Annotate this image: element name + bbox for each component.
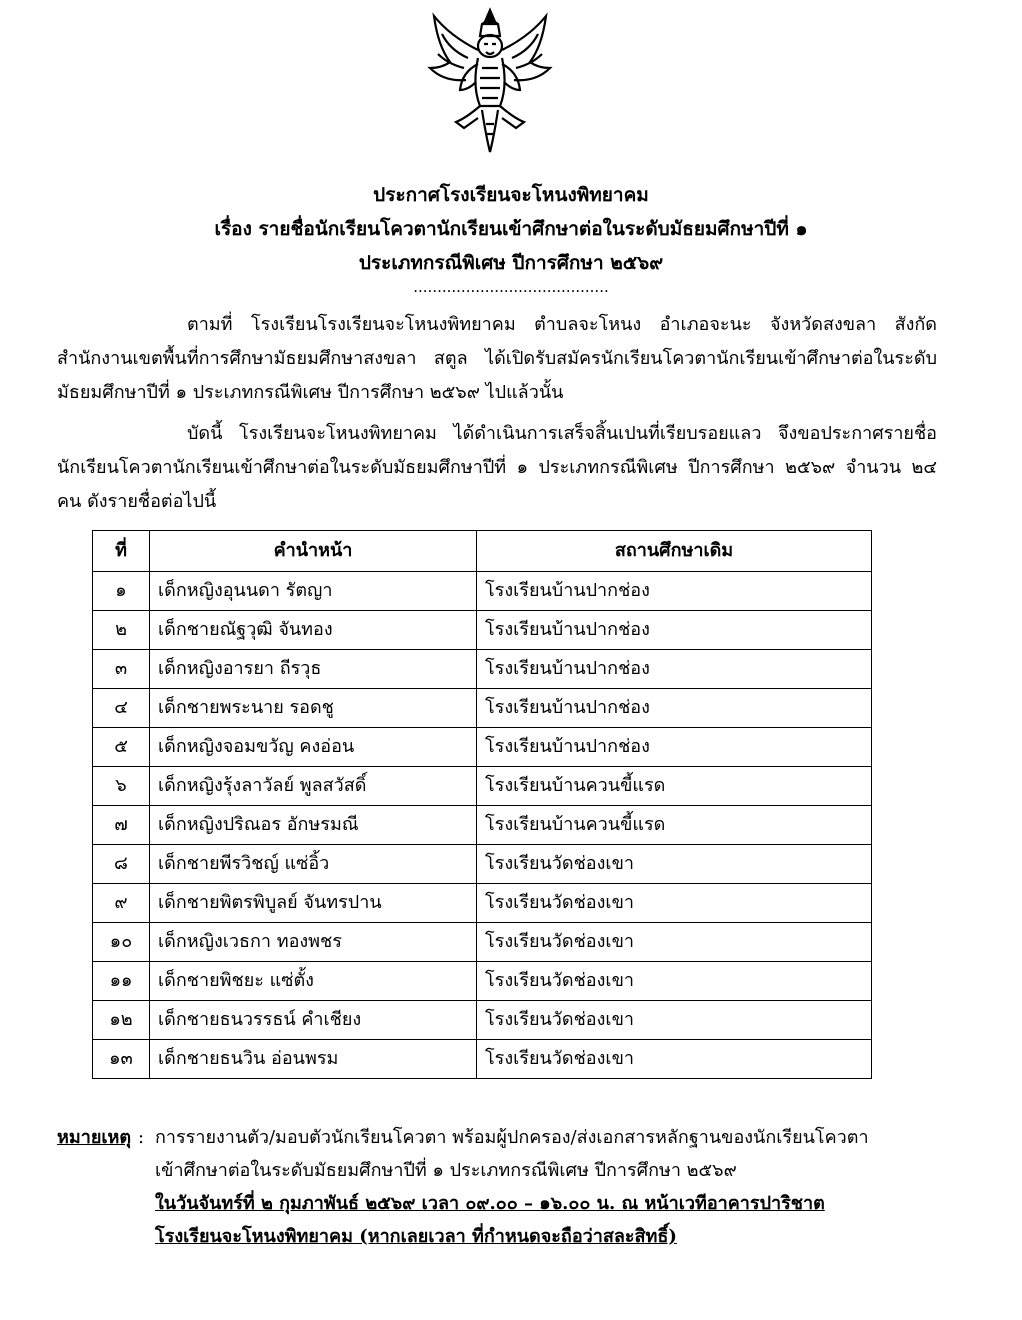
row-school: โรงเรียนบ้านปากช่อง [477,572,872,611]
title-separator: ......................................... [413,278,609,296]
table-row [93,923,872,962]
row-no: ๕ [93,728,150,767]
row-no: ๑ [93,572,150,611]
note-location: โรงเรียนจะโหนงพิทยาคม (หากเลยเวลา ที่กำหนดจะถือว่าสละสิทธิ์) [155,1226,677,1247]
row-name: เด็กหญิงปริณอร อักษรมณี [150,806,477,845]
table-header-row [93,531,872,572]
table-row [93,728,872,767]
row-school: โรงเรียนบ้านปากช่อง [477,689,872,728]
row-no: ๑๐ [93,923,150,962]
table-row [93,962,872,1001]
row-name: เด็กชายณัฐวุฒิ จันทอง [150,611,477,650]
table-row [93,767,872,806]
note-date-time: ในวันจันทร์ที่ ๒ กุมภาพันธ์ ๒๕๖๙ เวลา ๐๙.๐๐ – ๑๖.๐๐ น. ณ หน้าเวทีอาคารปาริชาต [155,1193,825,1214]
header-no: ที่ [93,531,150,572]
header-school: สถานศึกษาเดิม [477,531,872,572]
table-row [93,611,872,650]
garuda-emblem [420,6,560,156]
row-no: ๑๑ [93,962,150,1001]
row-no: ๖ [93,767,150,806]
row-school: โรงเรียนวัดช่องเขา [477,962,872,1001]
row-school: โรงเรียนวัดช่องเขา [477,1001,872,1040]
row-school: โรงเรียนวัดช่องเขา [477,923,872,962]
header-name: คำนำหน้า [150,531,477,572]
row-no: ๔ [93,689,150,728]
row-no: ๑๓ [93,1040,150,1079]
row-school: โรงเรียนบ้านปากช่อง [477,650,872,689]
row-no: ๑๒ [93,1001,150,1040]
table-row [93,845,872,884]
note-label: หมายเหตุ [57,1127,132,1148]
row-name: เด็กหญิงอารยา ถีรวุธ [150,650,477,689]
row-school: โรงเรียนวัดช่องเขา [477,884,872,923]
announcement-category: ประเภทกรณีพิเศษ ปีการศึกษา ๒๕๖๙ [358,252,664,274]
table-row [93,572,872,611]
row-school: โรงเรียนบ้านควนขี้แรด [477,806,872,845]
table-row [93,806,872,845]
row-no: ๓ [93,650,150,689]
row-no: ๗ [93,806,150,845]
row-name: เด็กชายพิตรพิบูลย์ จันทรปาน [150,884,477,923]
table-row [93,650,872,689]
announcement-title: ประกาศโรงเรียนจะโหนงพิทยาคม [373,184,649,206]
table-row [93,1040,872,1079]
announcement-subject: เรื่อง รายชื่อนักเรียนโควตานักเรียนเข้าศึกษาต่อในระดับมัธยมศึกษาปีที่ ๑ [214,218,808,240]
row-school: โรงเรียนวัดช่องเขา [477,845,872,884]
row-no: ๒ [93,611,150,650]
note-line-1: การรายงานตัว/มอบตัวนักเรียนโควตา พร้อมผู้ปกครอง/ส่งเอกสารหลักฐานของนักเรียนโควตา [155,1127,869,1148]
row-no: ๘ [93,845,150,884]
row-school: โรงเรียนวัดช่องเขา [477,1040,872,1079]
row-name: เด็กชายพระนาย รอดชู [150,689,477,728]
row-name: เด็กหญิงเวธกา ทองพชร [150,923,477,962]
row-name: เด็กหญิงรุ้งลาวัลย์ พูลสวัสดิ์ [150,767,477,806]
row-school: โรงเรียนบ้านควนขี้แรด [477,767,872,806]
note-line-2: เข้าศึกษาต่อในระดับมัธยมศึกษาปีที่ ๑ ประเภทกรณีพิเศษ ปีการศึกษา ๒๕๖๙ [155,1160,737,1181]
row-no: ๙ [93,884,150,923]
announcement-paragraph: บัดนี้ โรงเรียนจะโหนงพิทยาคม ได้ดำเนินการเสร็จสิ้นเปนที่เรียบรอยแลว จึงขอประกาศรายชื่อนักเรียนโควตานักเรียนเข้าศึกษาต่อในระดับมัธยมศึกษาปีที่ ๑ ประเภทกรณีพิเศษ ปีการศึกษา ๒๕๖๙ จำนวน ๒๔ คน ดังรายชื่อต่อไปนี้ [57,423,937,512]
table-row [93,1001,872,1040]
row-school: โรงเรียนบ้านปากช่อง [477,611,872,650]
row-name: เด็กชายธนวรรธน์ คำเชียง [150,1001,477,1040]
intro-paragraph: ตามที่ โรงเรียนโรงเรียนจะโหนงพิทยาคม ตำบลจะโหนง อำเภอจะนะ จังหวัดสงขลา สังกัดสำนักงานเขตพื้นที่การศึกษามัธยมศึกษาสงขลา สตูล ได้เปิดรับสมัครนักเรียนโควตานักเรียนเข้าศึกษาต่อในระดับมัธยมศึกษาปีที่ ๑ ประเภทกรณีพิเศษ ปีการศึกษา ๒๕๖๙ ไปแล้วนั้น [57,314,937,403]
table-row [93,689,872,728]
row-name: เด็กชายธนวิน อ่อนพรม [150,1040,477,1079]
row-name: เด็กชายพีรวิชญ์ แซ่อิ้ว [150,845,477,884]
row-school: โรงเรียนบ้านปากช่อง [477,728,872,767]
row-name: เด็กหญิงอุนนดา รัตญา [150,572,477,611]
row-name: เด็กชายพิชยะ แซ่ตั้ง [150,962,477,1001]
table-row [93,884,872,923]
student-list-table [92,530,872,1079]
note-colon: : [138,1127,145,1148]
row-name: เด็กหญิงจอมขวัญ คงอ่อน [150,728,477,767]
